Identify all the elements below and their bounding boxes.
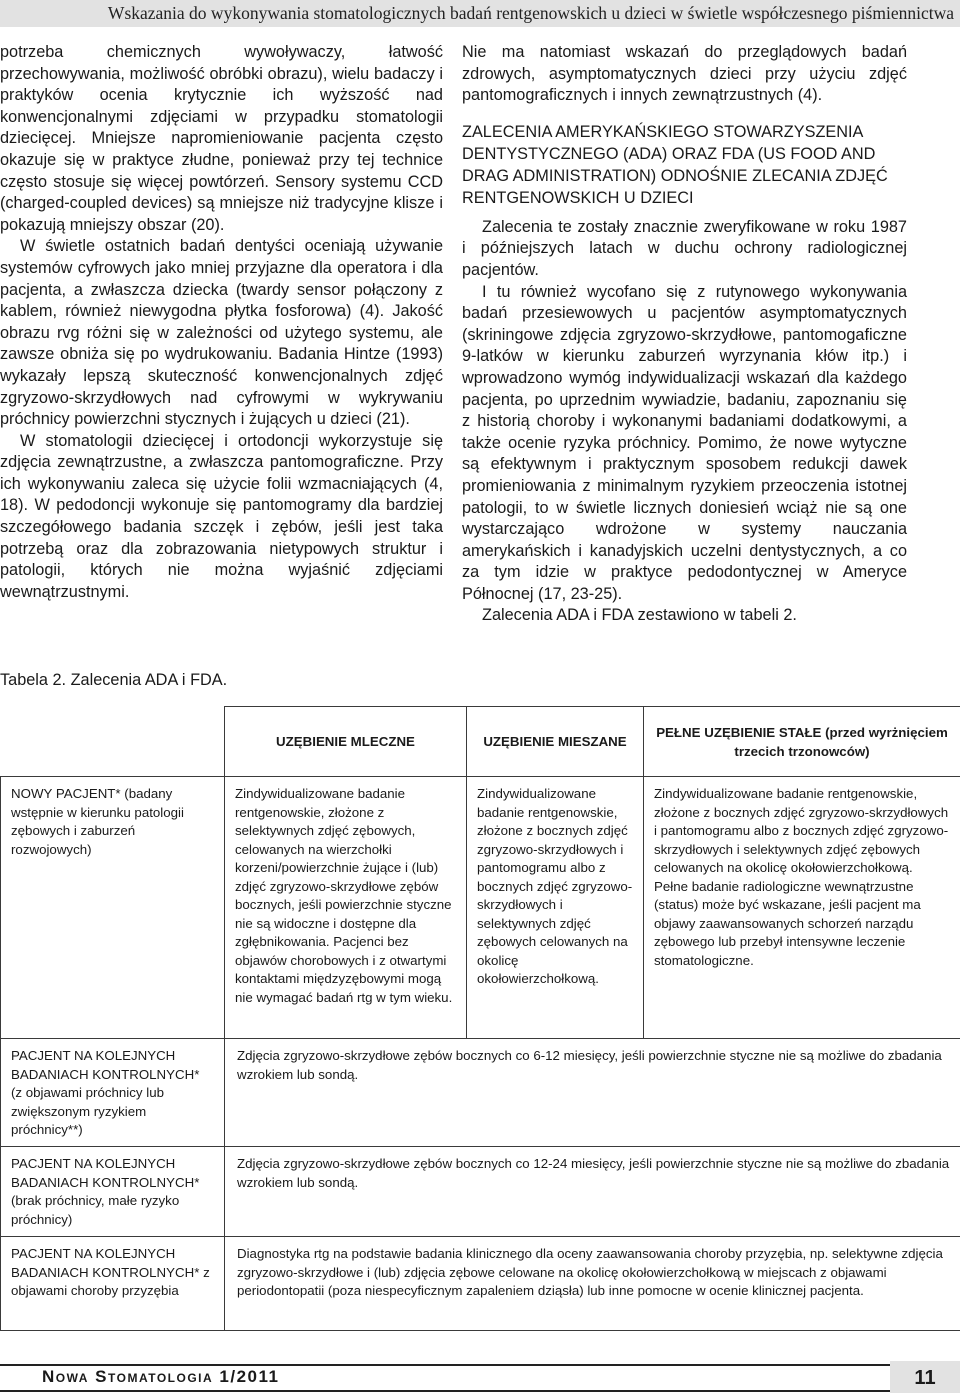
journal-name: Nowa Stomatologia 1/2011 (42, 1367, 279, 1387)
row-label: PACJENT NA KOLEJNYCH BADANIACH KONTROLNYCH* (brak próchnicy, małe ryzyko próchnicy) (1, 1147, 225, 1237)
row-label: PACJENT NA KOLEJNYCH BADANIACH KONTROLNYCH* (z objawami próchnicy lub zwiększonym ryzykiem próchnicy**) (1, 1039, 225, 1147)
table-cell: Zindywidualizowane badanie rentgenowskie, złożone z bocznych zdjęć zgryzowo-skrzydłowych i pantomogramu albo z bocznych zdjęć zgryzowo-skrzydłowych i selektywnych zdjęć zębowych celowanych na okolicę okołowierzchołkową. Pełne badanie radiologiczne wewnątrzustne (status) może być wskazane, jeśli pacjent ma objawy zaawansowanych schorzeń narządu zębowego lub przebył intensywne leczenie stomatologiczne. (644, 777, 960, 1039)
footer-rule (0, 1364, 890, 1366)
row-label: NOWY PACJENT* (badany wstępnie w kierunku patologii zębowych i zaburzeń rozwojowych) (1, 777, 225, 1039)
running-title: Wskazania do wykonywania stomatologicznych badań rentgenowskich u dzieci w świetle współczesnego piśmiennictwa (108, 3, 954, 24)
paragraph: I tu również wycofano się z rutynowego wykonywania badań przesiewowych u pacjentów asymptomatycznych (skriningowe zdjęcia zgryzowo-skrzydłowe, pantomogaficzne 9-latków w kierunku zaburzeń wyrzynania kłów itp.) i wprowadzono wymóg indywidualizacji wskazań dla każdego pacjenta, po uprzednim wywiadzie, badaniu, zapoznaniu się z historią choroby i wykonanymi badaniami dodatkowymi, a także ocenie ryzyka próchnicy. Pomimo, że nowe wytyczne są efektywnym i praktycznym sposobem redukcji dawek promieniowania z minimalnym ryzykiem przeoczenia istotnej patologii, to w świetle licznych doniesień wciąż nie są one wystarczająco wdrożone w systemy nauczania amerykańskich i kanadyjskich uczelni dentystycznych, a co za tym idzie w praktyce pedodontycznej w Ameryce Północnej (17, 23-25). (462, 282, 907, 606)
footer-rule (0, 1390, 890, 1392)
paragraph: Zalecenia ADA i FDA zestawiono w tabeli 2. (462, 605, 907, 627)
recommendations-table (0, 706, 960, 1330)
column-header-mixed: UZĘBIENIE MIESZANE (467, 707, 644, 777)
table-cell: Zdjęcia zgryzowo-skrzydłowe zębów bocznych co 6-12 miesięcy, jeśli powierzchnie styczne nie są możliwe do zbadania wzrokiem lub sondą. (225, 1039, 960, 1147)
page-number: 11 (890, 1361, 960, 1393)
table-cell: Zindywidualizowane badanie rentgenowskie, złożone z selektywnych zdjęć zębowych, celowanych na wierzchołki korzeni/powierzchnie żujące i (lub) zdjęć zgryzowo-skrzydłowe zębów bocznych, jeśli powierzchnie styczne nie są widoczne i dostępne dla zgłębnikowania. Pacjenci bez objawów chorobowych i z otwartymi kontaktami międzyzębowymi mogą nie wymagać badań rtg w tym wieku. (225, 777, 467, 1039)
paragraph: W świetle ostatnich badań dentyści oceniają używanie systemów cyfrowych jako mniej przyjazne dla operatora i dla pacjenta, a zwłaszcza dziecka (twardy sensor połączony z kablem, również niewygodna płytka fosforowa) (4). Jakość obrazu rvg różni się w zależności od użytego systemu, ale zawsze obniża się po wydrukowaniu. Badania Hintze (1993) wykazały lepszą skuteczność konwencjonalnych zdjęć zgryzowo-skrzydłowych nad cyfrowymi w wykrywaniu próchnicy powierzchni stycznych i żujących u dzieci (21). (0, 236, 443, 430)
paragraph: Zalecenia te zostały znacznie zweryfikowane w roku 1987 i późniejszych latach w duchu ochrony radiologicznej pacjentów. (462, 217, 907, 282)
right-column (462, 42, 907, 627)
running-header (0, 0, 960, 27)
table-caption: Tabela 2. Zalecenia ADA i FDA. (0, 671, 227, 690)
left-column (0, 42, 443, 603)
section-heading: ZALECENIA AMERYKAŃSKIEGO STOWARZYSZENIA DENTYSTYCZNEGO (ADA) ORAZ FDA (US FOOD AND DRAG ADMINISTRATION) ODNOŚNIE ZLECANIA ZDJĘĆ RENTGENOWSKICH U DZIECI (462, 121, 907, 209)
table-cell: Zindywidualizowane badanie rentgenowskie, złożone z bocznych zdjęć zgryzowo-skrzydłowych i pantomogramu albo z bocznych zdjęć zgryzowo-skrzydłowych i selektywnych zdjęć zębowych celowanych na okolicę okołowierzchołkową. (467, 777, 644, 1039)
table-cell: Zdjęcia zgryzowo-skrzydłowe zębów bocznych co 12-24 miesięcy, jeśli powierzchnie styczne nie są możliwe do zbadania wzrokiem lub sondą. (225, 1147, 960, 1237)
paragraph: Nie ma natomiast wskazań do przeglądowych badań zdrowych, asymptomatycznych dzieci przy użyciu zdjęć pantomograficznych i innych zewnątrzustnych (4). (462, 42, 907, 107)
paragraph: potrzeba chemicznych wywoływaczy, łatwość przechowywania, możliwość obróbki obrazu), wielu badaczy i praktyków ocenia krytycznie ich wyższość nad konwencjonalnymi zdjęciami w przypadku stomatologii dziecięcej. Mniejsze napromieniowanie pacjenta często okazuje się w praktyce złudne, ponieważ przy tej technice często stosuje się więcej powtórzeń. Sensory systemu CCD (charged-coupled devices) są mniejsze niż tradycyjne klisze i pokazują mniejszy obszar (20). (0, 42, 443, 236)
row-label: PACJENT NA KOLEJNYCH BADANIACH KONTROLNYCH* z objawami choroby przyzębia (1, 1237, 225, 1331)
page-footer (0, 1363, 960, 1393)
paragraph: W stomatologii dziecięcej i ortodoncji wykorzystuje się zdjęcia zewnątrzustne, a zwłaszcza pantomograficzne. Przy ich wykonywaniu zaleca się użycie folii wzmacniających (4, 18). W pedodoncji wykonuje się pantomogramy dla bardziej szczegółowego badania szczęk i zębów, jeśli jest taka potrzebą oraz dla zobrazowania nietypowych struktur i patologii, których nie można wyjaśnić zdjęciami wewnątrzustnymi. (0, 431, 443, 604)
table-cell: Diagnostyka rtg na podstawie badania klinicznego dla oceny zaawansowania choroby przyzębia, np. selektywne zdjęcia zgryzowo-skrzydłowe i (lub) zdjęcia zębowe celowane na okolicę okołowierzchołkową w miejscach z objawami periodontopatii (poza niespecyficznym zapaleniem dziąsła) lub inne pomocne w ocenie klinicznej pacjenta. (225, 1237, 960, 1331)
column-header-permanent: PEŁNE UZĘBIENIE STAŁE (przed wyrżnięciem trzecich trzonowców) (644, 707, 960, 777)
column-header-primary: UZĘBIENIE MLECZNE (225, 707, 467, 777)
table-corner-cell (1, 707, 225, 777)
